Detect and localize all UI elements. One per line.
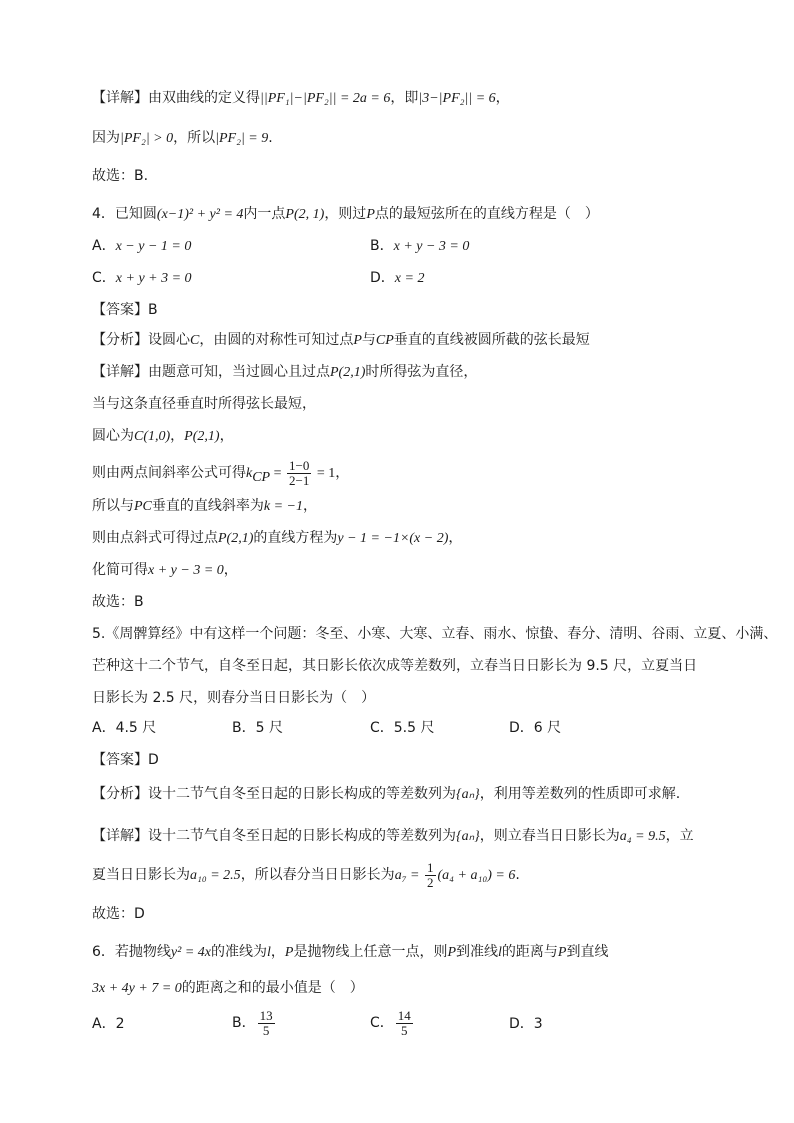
question-6-line-2 [92,978,364,999]
text: 时所得弦为直径， [365,364,478,380]
text: 化简可得 [92,562,148,578]
text: 垂直的直线被圆所截的弦长最短 [393,332,590,348]
text: ， [270,944,285,960]
text: ， [303,498,317,514]
denominator: 2 [427,874,434,890]
denominator: 2−1 [289,472,310,488]
math: = [270,466,286,481]
text: 的距离与 [501,944,558,960]
q4-analysis [92,330,590,351]
math: x + y + 3 = 0 [115,271,192,286]
q6-option-b [232,1006,277,1040]
text: ，则立春当日日影长为 [479,828,620,844]
denominator: 5 [262,1022,270,1038]
math: PC [134,499,152,514]
q4-option-a [92,236,191,257]
math: k [246,466,253,481]
text: . [268,130,273,146]
math: P(2,1) [330,365,366,380]
q4-detail-1 [92,362,477,383]
math: |PF₂| = 9 [215,131,269,146]
fraction [396,1009,413,1038]
math: x = 2 [394,271,425,286]
text: ， [335,465,350,481]
q5-option-a: A．4.5 尺 [92,720,157,736]
q5-detail-2 [92,860,520,891]
math: x + y − 3 = 0 [148,563,224,578]
q4-answer: 【答案】B [92,302,158,318]
text: ，由圆的对称性可知过点 [199,332,354,348]
q4-option-d [370,268,424,289]
text: 到准线 [456,944,499,960]
text: ， [448,530,463,546]
text: 到直线 [566,944,609,960]
text: 由双曲线的定义得 [148,90,260,106]
text: 与 [361,332,376,348]
text: 则由两点间斜率公式可得 [92,465,246,481]
text: ， [223,562,238,578]
math: {aₙ} [456,787,480,802]
q5-choose: 故选：D [92,906,145,922]
math: P [557,945,567,960]
text: 设圆心 [148,332,190,348]
math: |PF₂| > 0 [120,131,174,146]
math: y − 1 = −1×(x − 2) [337,531,449,546]
text: 内一点 [243,206,286,222]
option-label: C． [370,1015,394,1031]
option-label: B． [370,238,394,254]
numerator: 14 [397,1007,411,1023]
text: ，所以春分当日日影长为 [240,867,395,883]
math: P [366,207,375,222]
detail-tag: 【详解】 [92,364,148,380]
detail-tag: 【详解】 [92,828,148,844]
question-5-line-2: 芒种这十二个节气，自冬至日起，其日影长依次成等差数列，立春当日日影长为 9.5 尺，立夏当日 [92,658,698,674]
q5-option-d: D．6 尺 [509,720,562,736]
q4-detail-2: 当与这条直径垂直时所得弦长最短， [92,396,316,412]
text: ， [170,428,185,444]
text: 点的最短弦所在的直线方程是（ ） [374,206,599,222]
math: k = −1 [263,499,303,514]
q5-option-c: C．5.5 尺 [370,720,435,736]
text: 因为 [92,130,120,146]
math: a₁₀ = 2.5 [190,868,241,883]
numerator: 13 [259,1007,273,1023]
solution-line-2 [92,128,273,149]
q6-option-c [370,1006,415,1040]
text: ， [495,90,510,106]
choose-line: 故选：B. [92,168,149,184]
math: P(2, 1) [285,207,325,222]
option-label: A． [92,238,116,254]
question-5-line-3: 日影长为 2.5 尺，则春分当日日影长为（ ） [92,690,376,706]
math: C [190,333,200,348]
math: {aₙ} [456,829,480,844]
text: ，则过 [324,206,367,222]
text: ，利用等差数列的性质即可求解. [479,786,681,802]
math: CP [375,333,394,348]
detail-tag: 【详解】 [92,90,148,106]
q4-choose: 故选：B [92,594,144,610]
fraction [258,1009,275,1038]
math: |3−|PF₂|| = 6 [418,91,496,106]
math: P(2,1) [218,531,254,546]
q6-option-d: D．3 [509,1016,543,1032]
fraction [287,459,311,488]
question-5-line-1: 5.《周髀算经》中有这样一个问题：冬至、小寒、大寒、立春、雨水、惊蛰、春分、清明、谷雨、立夏、小满、 [92,626,778,642]
text: ，所以 [173,130,216,146]
q4-option-b [370,236,469,257]
option-label: C． [92,270,116,286]
text: 由题意可知，当过圆心且过点 [148,364,330,380]
math: P [447,945,457,960]
text: 则由点斜式可得过点 [92,530,218,546]
q4-option-c [92,268,192,289]
math: a₄ = 9.5 [619,829,666,844]
analysis-tag: 【分析】 [92,786,148,802]
text: 是抛物线上任意一点，则 [293,944,448,960]
math: P(2,1) [184,429,220,444]
math: (a₄ + a₁₀) = 6 [437,868,516,883]
text: 的距离之和的最小值是（ ） [181,980,364,996]
math: P [284,945,294,960]
math: 3x + 4y + 7 = 0 [92,981,182,996]
math: l [267,945,271,960]
text: 所以与 [92,498,134,514]
text: . [515,867,520,883]
text: 6．若抛物线 [92,944,171,960]
q4-detail-7 [92,560,238,581]
q5-option-b: B．5 尺 [232,720,283,736]
math: ||PF₁|−|PF₂|| = 2a = 6 [260,91,391,106]
option-label: B． [232,1015,256,1031]
q5-analysis [92,784,680,805]
math-subscript: CP [252,469,271,485]
text: 夏当日日影长为 [92,867,190,883]
q5-detail-1 [92,826,694,847]
text: 的直线方程为 [253,530,338,546]
text: ，立 [665,828,694,844]
text: ，即 [390,90,419,106]
analysis-tag: 【分析】 [92,332,148,348]
math: (x−1)² + y² = 4 [156,207,244,222]
text: 设十二节气自冬至日起的日影长构成的等差数列为 [148,828,456,844]
q4-detail-3 [92,426,234,447]
text: 4．已知圆 [92,206,157,222]
fraction [425,861,436,890]
numerator: 1 [427,859,434,875]
math: l [498,945,502,960]
math: P [353,333,362,348]
q4-detail-4 [92,458,349,493]
text: 设十二节气自冬至日起的日影长构成的等差数列为 [148,786,456,802]
question-4 [92,204,599,225]
q5-answer: 【答案】D [92,752,159,768]
math: C(1,0) [134,429,171,444]
math: a₇ = [394,868,424,883]
text: 的准线为 [211,944,267,960]
math: x + y − 3 = 0 [393,239,470,254]
math: = 1 [313,466,336,481]
math: y² = 4x [170,945,211,960]
q6-option-a: A．2 [92,1016,125,1032]
numerator: 1−0 [289,457,310,473]
option-label: D． [370,270,395,286]
text: ， [219,428,234,444]
math: x − y − 1 = 0 [115,239,192,254]
q4-detail-5 [92,496,317,517]
solution-line-1 [92,88,510,109]
text: 圆心为 [92,428,134,444]
q4-detail-6 [92,528,462,549]
question-6-line-1 [92,942,608,963]
text: 垂直的直线斜率为 [151,498,264,514]
denominator: 5 [401,1022,408,1038]
